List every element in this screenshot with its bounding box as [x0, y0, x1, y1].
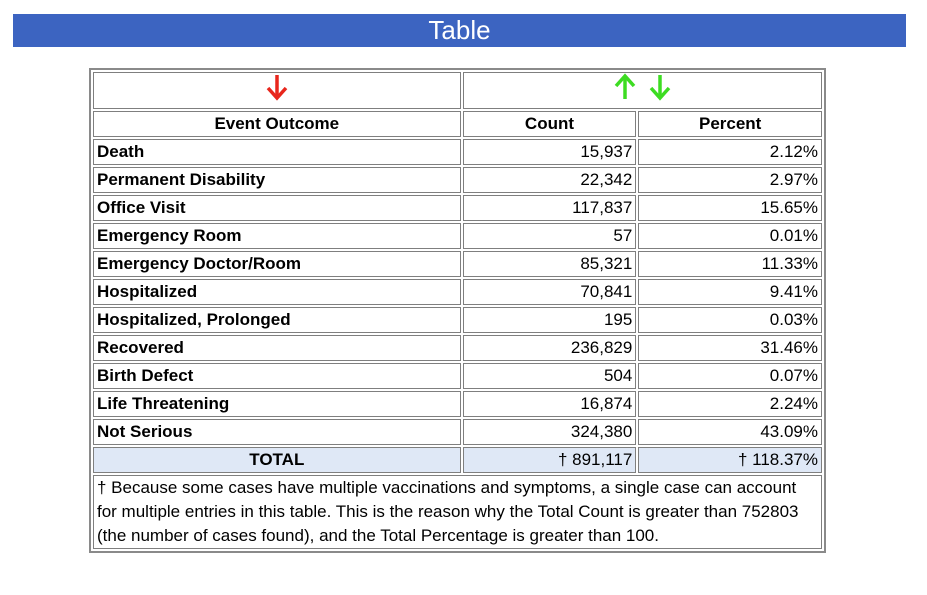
percent-cell: 31.46%: [638, 335, 822, 361]
outcome-cell: Office Visit: [93, 195, 461, 221]
outcome-cell: Not Serious: [93, 419, 461, 445]
percent-cell: 0.01%: [638, 223, 822, 249]
table-row: [93, 419, 822, 445]
page-title: Table: [13, 14, 906, 47]
arrow-down-icon[interactable]: [649, 73, 671, 108]
count-cell: 70,841: [463, 279, 637, 305]
sort-controls-row: [93, 72, 822, 109]
table-row: [93, 223, 822, 249]
count-cell: 22,342: [463, 167, 637, 193]
header-row: [93, 111, 822, 137]
percent-cell: 15.65%: [638, 195, 822, 221]
outcome-cell: Emergency Doctor/Room: [93, 251, 461, 277]
footnote-text: † Because some cases have multiple vaccinations and symptoms, a single case can account for multiple entries in this table. This is the reason why the Total Count is greater than 752803 (the number of cases found), and the Total Percentage is greater than 100.: [93, 475, 822, 549]
column-header-count: Count: [463, 111, 637, 137]
total-row: [93, 447, 822, 473]
table-row: [93, 335, 822, 361]
outcome-cell: Life Threatening: [93, 391, 461, 417]
count-cell: 324,380: [463, 419, 637, 445]
count-cell: 57: [463, 223, 637, 249]
count-cell: 16,874: [463, 391, 637, 417]
outcome-cell: Hospitalized, Prolonged: [93, 307, 461, 333]
count-cell: 504: [463, 363, 637, 389]
total-count: † 891,117: [463, 447, 637, 473]
table-row: [93, 139, 822, 165]
percent-cell: 11.33%: [638, 251, 822, 277]
outcome-cell: Death: [93, 139, 461, 165]
outcome-cell: Hospitalized: [93, 279, 461, 305]
count-cell: 236,829: [463, 335, 637, 361]
arrow-up-icon[interactable]: [614, 73, 636, 108]
count-cell: 117,837: [463, 195, 637, 221]
count-cell: 195: [463, 307, 637, 333]
table-row: [93, 391, 822, 417]
outcome-cell: Birth Defect: [93, 363, 461, 389]
footnote-row: [93, 475, 822, 549]
sort-outcome-cell[interactable]: [93, 72, 461, 109]
table-row: [93, 307, 822, 333]
total-label: TOTAL: [93, 447, 461, 473]
table-row: [93, 279, 822, 305]
table-row: [93, 363, 822, 389]
outcome-cell: Recovered: [93, 335, 461, 361]
percent-cell: 0.07%: [638, 363, 822, 389]
count-cell: 15,937: [463, 139, 637, 165]
results-table: [89, 68, 826, 553]
percent-cell: 2.12%: [638, 139, 822, 165]
outcome-cell: Permanent Disability: [93, 167, 461, 193]
sort-count-cell: [463, 72, 822, 109]
count-cell: 85,321: [463, 251, 637, 277]
percent-cell: 2.97%: [638, 167, 822, 193]
percent-cell: 2.24%: [638, 391, 822, 417]
table-row: [93, 167, 822, 193]
results-table-container: [89, 68, 826, 553]
table-row: [93, 195, 822, 221]
percent-cell: 43.09%: [638, 419, 822, 445]
column-header-percent: Percent: [638, 111, 822, 137]
percent-cell: 0.03%: [638, 307, 822, 333]
table-row: [93, 251, 822, 277]
total-percent: † 118.37%: [638, 447, 822, 473]
percent-cell: 9.41%: [638, 279, 822, 305]
column-header-outcome: Event Outcome: [93, 111, 461, 137]
outcome-cell: Emergency Room: [93, 223, 461, 249]
arrow-down-icon[interactable]: [266, 73, 288, 108]
